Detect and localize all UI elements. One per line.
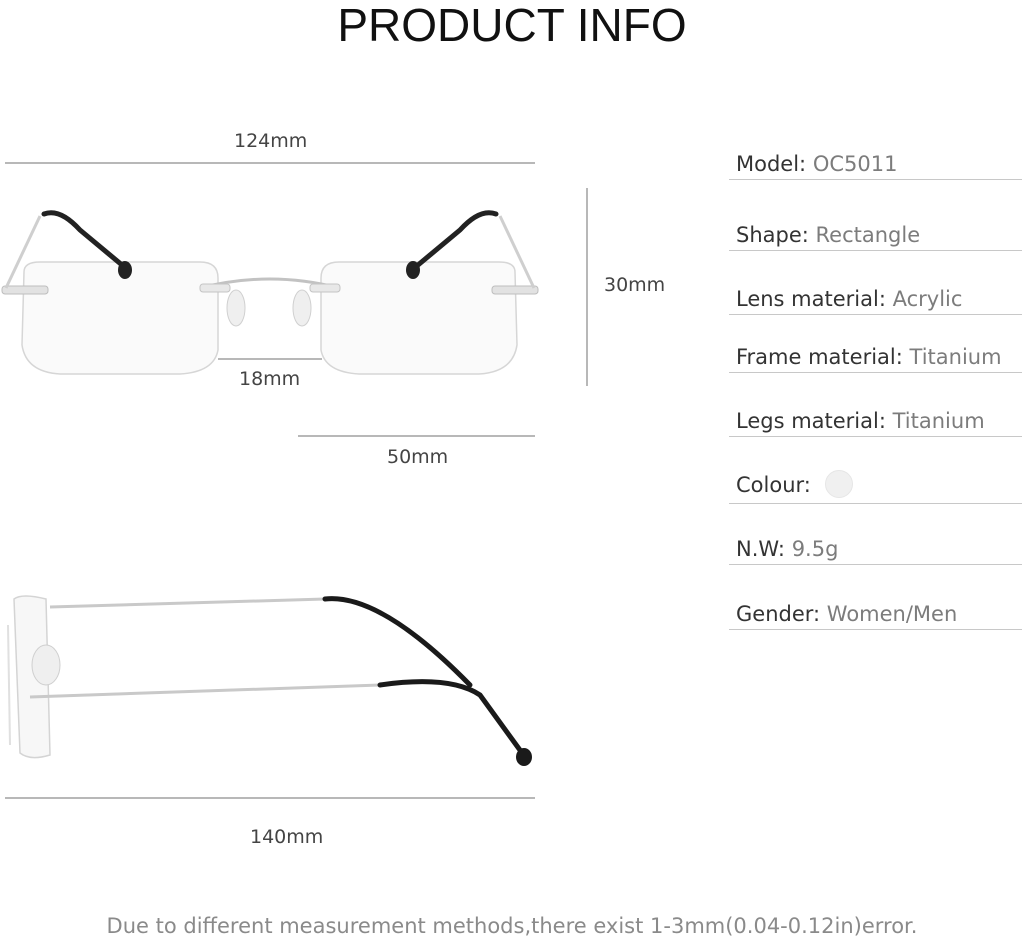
spec-value: OC5011 (812, 152, 898, 176)
lens-height-line (586, 188, 588, 386)
spec-row-frame-material (729, 326, 1022, 373)
spec-label: Colour: (736, 473, 811, 497)
glasses-front-image (0, 200, 540, 400)
spec-value: 9.5g (791, 537, 839, 561)
spec-row-lens-material (729, 268, 1022, 315)
spec-label: Lens material: (736, 287, 886, 311)
spec-label: N.W: (736, 537, 785, 561)
temple-length-label: 140mm (250, 826, 324, 848)
spec-value: Titanium (892, 409, 985, 433)
spec-label: Shape: (736, 223, 809, 247)
total-width-label: 124mm (234, 130, 308, 152)
spec-row-legs-material (729, 390, 1022, 437)
spec-value: Women/Men (826, 602, 958, 626)
glasses-side-image (0, 585, 540, 785)
spec-label: Frame material: (736, 345, 903, 369)
page-title: PRODUCT INFO (337, 0, 687, 51)
lens-width-label: 50mm (387, 446, 449, 468)
spec-row-model (729, 133, 1022, 180)
spec-row-shape (729, 204, 1022, 251)
lens-height-label: 30mm (604, 274, 666, 296)
measurement-disclaimer: Due to different measurement methods,there exist 1-3mm(0.04-0.12in)error. (106, 914, 918, 938)
total-width-line (5, 162, 535, 164)
lens-width-line (298, 435, 535, 437)
bridge-label: 18mm (239, 368, 301, 390)
spec-value: Acrylic (892, 287, 963, 311)
spec-label: Model: (736, 152, 807, 176)
spec-row-colour (729, 457, 1022, 504)
colour-swatch (825, 470, 853, 498)
spec-value: Rectangle (815, 223, 921, 247)
spec-label: Legs material: (736, 409, 886, 433)
spec-row-net-weight (729, 518, 1022, 565)
temple-length-line (5, 797, 535, 799)
spec-value: Titanium (909, 345, 1002, 369)
spec-label: Gender: (736, 602, 821, 626)
spec-row-gender (729, 583, 1022, 630)
